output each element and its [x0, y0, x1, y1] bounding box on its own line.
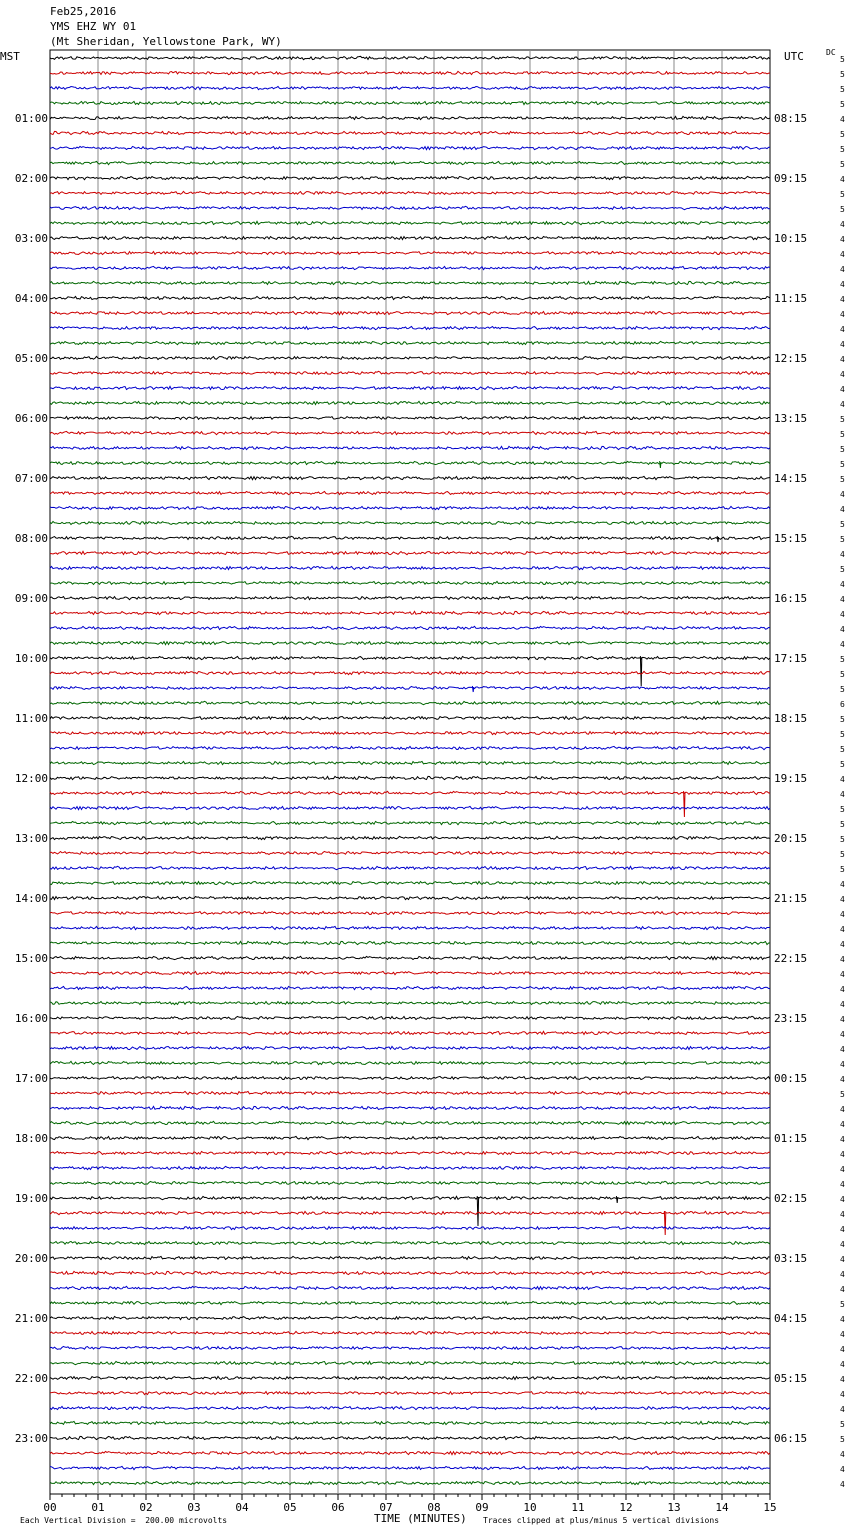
mst-hour-label: 15:00: [14, 952, 48, 965]
seismic-trace: [50, 71, 770, 74]
seismic-trace: [50, 746, 770, 749]
x-tick-label: 10: [523, 1501, 537, 1514]
seismic-trace: [50, 1361, 770, 1364]
dc-value: 4: [840, 595, 845, 604]
seismic-trace: [50, 641, 770, 644]
utc-hour-label: 03:15: [774, 1252, 808, 1265]
mst-hour-label: 08:00: [14, 532, 48, 545]
seismic-trace: [50, 776, 770, 779]
mst-hour-label: 03:00: [14, 232, 48, 245]
dc-value: 4: [840, 235, 845, 244]
seismic-trace: [50, 626, 770, 629]
dc-value: 4: [840, 580, 845, 589]
seismic-trace: [50, 266, 770, 269]
dc-value: 4: [840, 325, 845, 334]
seismic-trace: [50, 476, 770, 479]
dc-value: 5: [840, 655, 845, 664]
x-tick-label: 08: [427, 1501, 441, 1514]
dc-value: 4: [840, 310, 845, 319]
dc-value: 4: [840, 1015, 845, 1024]
seismic-trace: [50, 56, 770, 59]
clip-note: Traces clipped at plus/minus 5 vertical divisions: [483, 1516, 720, 1525]
x-tick-label: 04: [235, 1501, 249, 1514]
dc-value: 4: [840, 910, 845, 919]
seismic-trace: [50, 566, 770, 569]
seismic-trace: [50, 701, 770, 704]
seismic-trace: [50, 1406, 770, 1409]
dc-value: 4: [840, 490, 845, 499]
dc-value: 5: [840, 745, 845, 754]
dc-value: 4: [840, 940, 845, 949]
dc-value: 5: [840, 835, 845, 844]
seismic-trace: [50, 866, 770, 869]
seismic-trace: [50, 281, 770, 284]
dc-value: 5: [840, 565, 845, 574]
mst-hour-label: 13:00: [14, 832, 48, 845]
dc-value: 5: [840, 1090, 845, 1099]
utc-hour-label: 18:15: [774, 712, 808, 725]
dc-value: 4: [840, 280, 845, 289]
dc-value: 5: [840, 430, 845, 439]
seismic-trace: [50, 161, 770, 164]
x-tick-label: 01: [91, 1501, 105, 1514]
dc-value: 5: [840, 865, 845, 874]
seismic-trace: [50, 191, 770, 194]
dc-value: 4: [840, 1165, 845, 1174]
seismic-trace: [50, 941, 770, 944]
seismic-trace: [50, 446, 770, 449]
seismic-trace: [50, 1151, 770, 1154]
x-tick-label: 06: [331, 1501, 345, 1514]
dc-value: 4: [840, 1045, 845, 1054]
dc-value: 5: [840, 205, 845, 214]
dc-value: 4: [840, 1000, 845, 1009]
dc-value: 4: [840, 955, 845, 964]
utc-hour-label: 05:15: [774, 1372, 808, 1385]
seismic-trace: [50, 881, 770, 884]
dc-value: 4: [840, 895, 845, 904]
utc-hour-label: 12:15: [774, 352, 808, 365]
dc-value: 4: [840, 220, 845, 229]
utc-hour-label: 10:15: [774, 232, 808, 245]
dc-value: 4: [840, 1120, 845, 1129]
seismic-trace: [50, 296, 770, 299]
dc-value: 4: [840, 505, 845, 514]
mst-hour-label: 14:00: [14, 892, 48, 905]
dc-value: 4: [840, 925, 845, 934]
dc-value: 5: [840, 1420, 845, 1429]
utc-hour-label: 04:15: [774, 1312, 808, 1325]
seismic-trace: [50, 1046, 770, 1049]
seismic-trace: [50, 1211, 770, 1235]
dc-value: 4: [840, 1225, 845, 1234]
dc-value: 4: [840, 1450, 845, 1459]
dc-value: 4: [840, 1360, 845, 1369]
seismic-trace: [50, 1227, 770, 1230]
mst-hour-label: 23:00: [14, 1432, 48, 1445]
seismic-trace: [50, 986, 770, 989]
seismic-trace: [50, 671, 770, 674]
seismic-trace: [50, 1196, 770, 1226]
dc-value: 4: [840, 640, 845, 649]
x-tick-label: 13: [667, 1501, 681, 1514]
seismic-trace: [50, 461, 770, 468]
dc-value: 4: [840, 1255, 845, 1264]
dc-value: 4: [840, 295, 845, 304]
seismic-trace: [50, 1421, 770, 1424]
seismic-trace: [50, 686, 770, 692]
utc-hour-label: 02:15: [774, 1192, 808, 1205]
dc-value: 4: [840, 1315, 845, 1324]
mst-hour-label: 04:00: [14, 292, 48, 305]
dc-value: 5: [840, 460, 845, 469]
dc-value: 5: [840, 520, 845, 529]
seismic-trace: [50, 1181, 770, 1184]
dc-value: 4: [840, 115, 845, 124]
seismic-trace: [50, 176, 770, 179]
utc-hour-label: 19:15: [774, 772, 808, 785]
dc-value: 5: [840, 145, 845, 154]
dc-value: 5: [840, 820, 845, 829]
scale-note: Each Vertical Division = 200.00 microvolts: [20, 1516, 228, 1525]
dc-value: 5: [840, 805, 845, 814]
seismic-trace: [50, 146, 770, 149]
seismic-trace: [50, 551, 770, 554]
utc-hour-label: 15:15: [774, 532, 808, 545]
dc-value: 4: [840, 1390, 845, 1399]
x-tick-label: 03: [187, 1501, 201, 1514]
mst-hour-label: 17:00: [14, 1072, 48, 1085]
dc-value: 4: [840, 1465, 845, 1474]
dc-value: 4: [840, 1240, 845, 1249]
dc-value: 5: [840, 760, 845, 769]
seismic-trace: [50, 1286, 770, 1289]
dc-value: 5: [840, 535, 845, 544]
seismic-trace: [50, 131, 770, 134]
utc-hour-label: 21:15: [774, 892, 808, 905]
dc-value: 4: [840, 1405, 845, 1414]
utc-hour-label: 06:15: [774, 1432, 808, 1445]
plot-date: Feb25,2016: [50, 5, 117, 18]
x-tick-label: 09: [475, 1501, 489, 1514]
dc-value: 4: [840, 400, 845, 409]
station-location: (Mt Sheridan, Yellowstone Park, WY): [50, 35, 282, 48]
x-tick-label: 07: [379, 1501, 393, 1514]
seismic-trace: [50, 1241, 770, 1244]
mst-hour-label: 19:00: [14, 1192, 48, 1205]
seismic-trace: [50, 311, 770, 314]
seismic-trace: [50, 731, 770, 734]
utc-hour-label: 20:15: [774, 832, 808, 845]
mst-hour-label: 05:00: [14, 352, 48, 365]
dc-value: 4: [840, 1105, 845, 1114]
seismic-trace: [50, 521, 770, 524]
x-tick-label: 14: [715, 1501, 729, 1514]
mst-hour-label: 09:00: [14, 592, 48, 605]
seismic-trace: [50, 1166, 770, 1169]
dc-value: 4: [840, 610, 845, 619]
dc-value: 4: [840, 625, 845, 634]
seismic-trace: [50, 791, 770, 817]
x-axis-title: TIME (MINUTES): [374, 1512, 467, 1525]
utc-hour-label: 14:15: [774, 472, 808, 485]
seismic-trace: [50, 596, 770, 599]
utc-hour-label: 17:15: [774, 652, 808, 665]
dc-value: 4: [840, 1150, 845, 1159]
seismic-trace: [50, 236, 770, 239]
x-tick-label: 05: [283, 1501, 297, 1514]
seismic-trace: [50, 1136, 770, 1139]
mst-hour-label: 18:00: [14, 1132, 48, 1145]
dc-value: 5: [840, 670, 845, 679]
seismic-trace: [50, 416, 770, 419]
seismic-trace: [50, 506, 770, 509]
seismic-trace: [50, 356, 770, 359]
utc-hour-label: 11:15: [774, 292, 808, 305]
dc-value: 4: [840, 1480, 845, 1489]
seismic-trace: [50, 806, 770, 809]
dc-value: 5: [840, 685, 845, 694]
mst-hour-label: 20:00: [14, 1252, 48, 1265]
seismic-trace: [50, 1061, 770, 1064]
seismic-trace: [50, 536, 770, 542]
x-tick-label: 02: [139, 1501, 153, 1514]
utc-hour-label: 22:15: [774, 952, 808, 965]
seismic-trace: [50, 401, 770, 404]
dc-value: 4: [840, 550, 845, 559]
x-tick-label: 12: [619, 1501, 633, 1514]
dc-value: 4: [840, 775, 845, 784]
dc-value: 5: [840, 715, 845, 724]
seismic-trace: [50, 116, 770, 119]
seismic-trace: [50, 1316, 770, 1319]
utc-hour-label: 00:15: [774, 1072, 808, 1085]
dc-value: 4: [840, 1375, 845, 1384]
seismic-trace: [50, 251, 770, 254]
dc-value: 6: [840, 700, 845, 709]
mst-hour-label: 21:00: [14, 1312, 48, 1325]
utc-hour-label: 08:15: [774, 112, 808, 125]
seismic-trace: [50, 1331, 770, 1334]
seismic-trace: [50, 341, 770, 344]
seismic-trace: [50, 1391, 770, 1394]
dc-value: 4: [840, 1180, 845, 1189]
seismic-trace: [50, 386, 770, 389]
mst-hour-label: 12:00: [14, 772, 48, 785]
seismic-trace: [50, 1031, 770, 1034]
seismic-trace: [50, 956, 770, 959]
x-tick-label: 15: [763, 1501, 777, 1514]
seismic-trace: [50, 656, 770, 686]
dc-value: 4: [840, 1135, 845, 1144]
x-tick-label: 00: [43, 1501, 57, 1514]
dc-value: 5: [840, 70, 845, 79]
dc-value: 5: [840, 445, 845, 454]
dc-value: 4: [840, 1285, 845, 1294]
dc-value: 4: [840, 1030, 845, 1039]
dc-label: DC: [826, 48, 836, 57]
seismic-trace: [50, 851, 770, 854]
seismic-trace: [50, 206, 770, 209]
dc-value: 4: [840, 1210, 845, 1219]
left-timezone-label: MST: [0, 50, 20, 63]
seismic-trace: [50, 1466, 770, 1469]
seismic-trace: [50, 896, 770, 899]
seismic-trace: [50, 101, 770, 104]
seismic-trace: [50, 86, 770, 89]
dc-value: 4: [840, 985, 845, 994]
seismic-trace: [50, 1016, 770, 1019]
seismic-trace: [50, 1451, 770, 1454]
seismic-trace: [50, 836, 770, 839]
x-tick-label: 11: [571, 1501, 585, 1514]
dc-value: 4: [840, 265, 845, 274]
dc-value: 4: [840, 1330, 845, 1339]
mst-hour-label: 10:00: [14, 652, 48, 665]
mst-hour-label: 22:00: [14, 1372, 48, 1385]
dc-value: 5: [840, 85, 845, 94]
utc-hour-label: 23:15: [774, 1012, 808, 1025]
seismic-trace: [50, 326, 770, 329]
seismic-trace: [50, 611, 770, 614]
seismic-trace: [50, 221, 770, 224]
dc-value: 5: [840, 100, 845, 109]
dc-value: 4: [840, 250, 845, 259]
utc-hour-label: 09:15: [774, 172, 808, 185]
seismic-trace: [50, 821, 770, 824]
dc-value: 4: [840, 1075, 845, 1084]
dc-value: 4: [840, 370, 845, 379]
dc-value: 5: [840, 475, 845, 484]
dc-value: 5: [840, 160, 845, 169]
mst-hour-label: 07:00: [14, 472, 48, 485]
dc-value: 4: [840, 1270, 845, 1279]
dc-value: 4: [840, 355, 845, 364]
mst-hour-label: 02:00: [14, 172, 48, 185]
seismic-trace: [50, 371, 770, 374]
seismic-trace: [50, 1001, 770, 1004]
seismic-trace: [50, 1346, 770, 1349]
dc-value: 4: [840, 385, 845, 394]
mst-hour-label: 11:00: [14, 712, 48, 725]
seismic-trace: [50, 716, 770, 719]
seismic-trace: [50, 1121, 770, 1124]
utc-hour-label: 01:15: [774, 1132, 808, 1145]
mst-hour-label: 01:00: [14, 112, 48, 125]
dc-value: 4: [840, 1195, 845, 1204]
dc-value: 5: [840, 850, 845, 859]
dc-value: 5: [840, 1300, 845, 1309]
seismic-trace: [50, 1271, 770, 1274]
seismic-trace: [50, 491, 770, 494]
dc-value: 4: [840, 340, 845, 349]
dc-value: 5: [840, 190, 845, 199]
seismic-trace: [50, 911, 770, 914]
dc-value: 4: [840, 1060, 845, 1069]
seismic-trace: [50, 926, 770, 929]
station-id: YMS EHZ WY 01: [50, 20, 137, 33]
seismic-trace: [50, 1076, 770, 1079]
right-timezone-label: UTC: [784, 50, 804, 63]
dc-value: 4: [840, 1345, 845, 1354]
seismic-trace: [50, 761, 770, 764]
seismic-trace: [50, 971, 770, 974]
seismic-trace: [50, 1436, 770, 1439]
dc-value: 5: [840, 55, 845, 64]
seismic-trace: [50, 1091, 770, 1094]
dc-value: 4: [840, 970, 845, 979]
seismic-trace: [50, 1376, 770, 1379]
utc-hour-label: 16:15: [774, 592, 808, 605]
dc-value: 5: [840, 1435, 845, 1444]
seismic-trace: [50, 1481, 770, 1484]
dc-value: 4: [840, 790, 845, 799]
utc-hour-label: 13:15: [774, 412, 808, 425]
dc-value: 5: [840, 130, 845, 139]
seismic-trace: [50, 1256, 770, 1259]
seismic-trace: [50, 431, 770, 434]
seismic-trace: [50, 1301, 770, 1304]
dc-value: 5: [840, 415, 845, 424]
mst-hour-label: 16:00: [14, 1012, 48, 1025]
seismic-trace: [50, 581, 770, 584]
dc-value: 5: [840, 730, 845, 739]
seismic-trace: [50, 1106, 770, 1109]
dc-value: 4: [840, 175, 845, 184]
mst-hour-label: 06:00: [14, 412, 48, 425]
dc-value: 4: [840, 880, 845, 889]
